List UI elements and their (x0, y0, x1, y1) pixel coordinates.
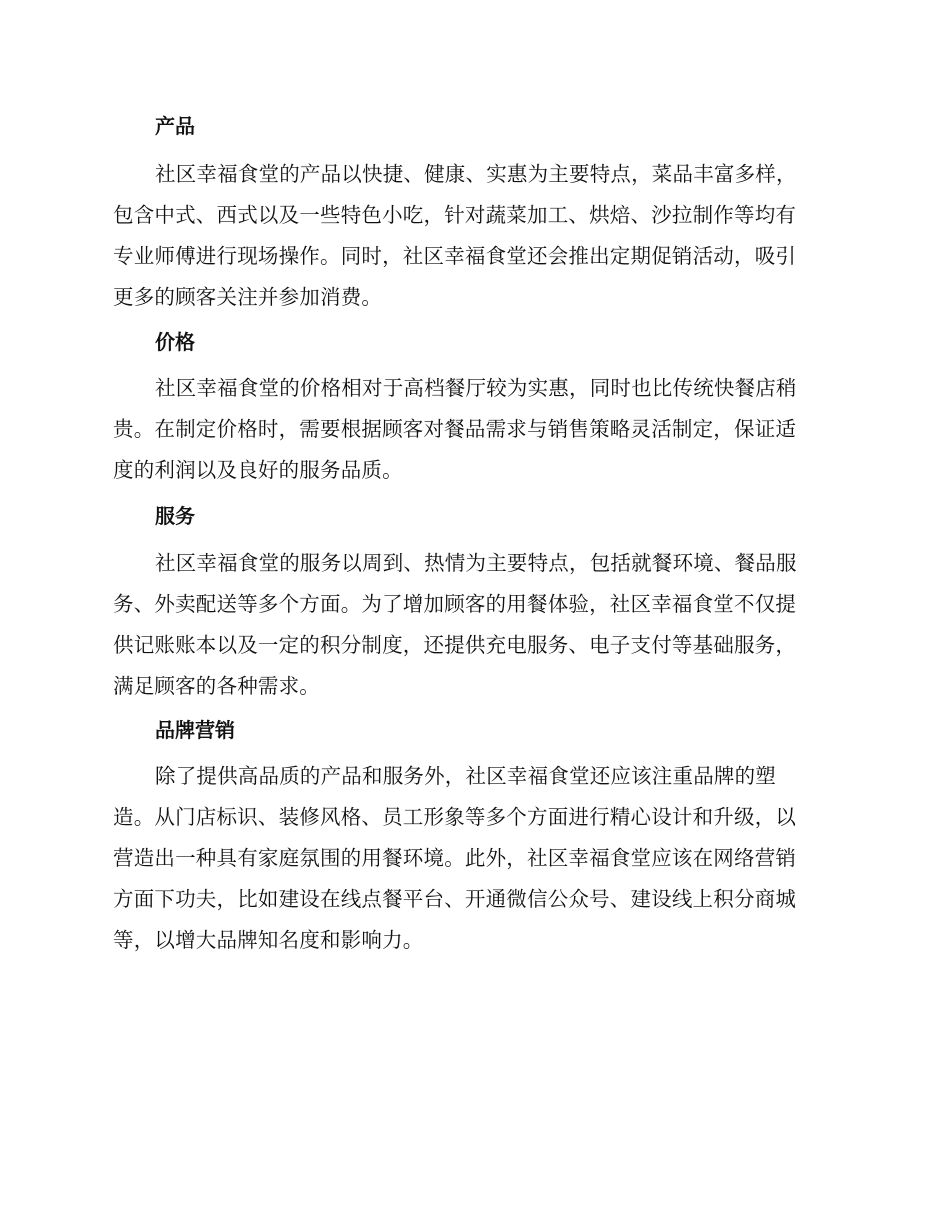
paragraph-line: 更多的顾客关注并参加消费。 (113, 285, 383, 309)
section-product (113, 110, 831, 318)
document-page (113, 110, 831, 961)
paragraph-line: 社区幸福食堂的产品以快捷、健康、实惠为主要特点，菜品丰富多样， (155, 162, 797, 186)
paragraph-line: 等，以增大品牌知名度和影响力。 (113, 928, 424, 952)
paragraph-line: 度的利润以及良好的服务品质。 (113, 458, 403, 482)
paragraph-line: 专业师傅进行现场操作。同时，社区幸福食堂还会推出定期促销活动，吸引 (113, 244, 797, 268)
paragraph-line: 造。从门店标识、装修风格、员工形象等多个方面进行精心设计和升级，以 (113, 805, 797, 829)
paragraph-line: 营造出一种具有家庭氛围的用餐环境。此外，社区幸福食堂应该在网络营销 (113, 846, 797, 870)
paragraph-line: 方面下功夫，比如建设在线点餐平台、开通微信公众号、建设线上积分商城 (113, 887, 797, 911)
paragraph-line: 满足顾客的各种需求。 (113, 674, 320, 698)
section-paragraph (113, 154, 831, 318)
paragraph-line: 社区幸福食堂的服务以周到、热情为主要特点，包括就餐环境、餐品服 (155, 551, 797, 575)
section-paragraph (113, 543, 831, 707)
paragraph-line: 贵。在制定价格时，需要根据顾客对餐品需求与销售策略灵活制定，保证适 (113, 417, 797, 441)
paragraph-line: 务、外卖配送等多个方面。为了增加顾客的用餐体验，社区幸福食堂不仅提 (113, 592, 797, 616)
paragraph-line: 除了提供高品质的产品和服务外，社区幸福食堂还应该注重品牌的塑 (155, 764, 776, 788)
section-heading: 服务 (155, 504, 195, 528)
paragraph-line: 供记账账本以及一定的积分制度，还提供充电服务、电子支付等基础服务， (113, 633, 797, 657)
section-service (113, 500, 831, 707)
section-brand-marketing (113, 714, 831, 961)
section-heading: 产品 (155, 114, 195, 138)
paragraph-line: 社区幸福食堂的价格相对于高档餐厅较为实惠，同时也比传统快餐店稍 (155, 376, 797, 400)
section-paragraph (113, 368, 831, 491)
section-heading: 品牌营销 (155, 718, 235, 742)
section-heading: 价格 (155, 330, 195, 354)
paragraph-line: 包含中式、西式以及一些特色小吃，针对蔬菜加工、烘焙、沙拉制作等均有 (113, 203, 797, 227)
section-paragraph (113, 756, 831, 961)
section-price (113, 326, 831, 491)
